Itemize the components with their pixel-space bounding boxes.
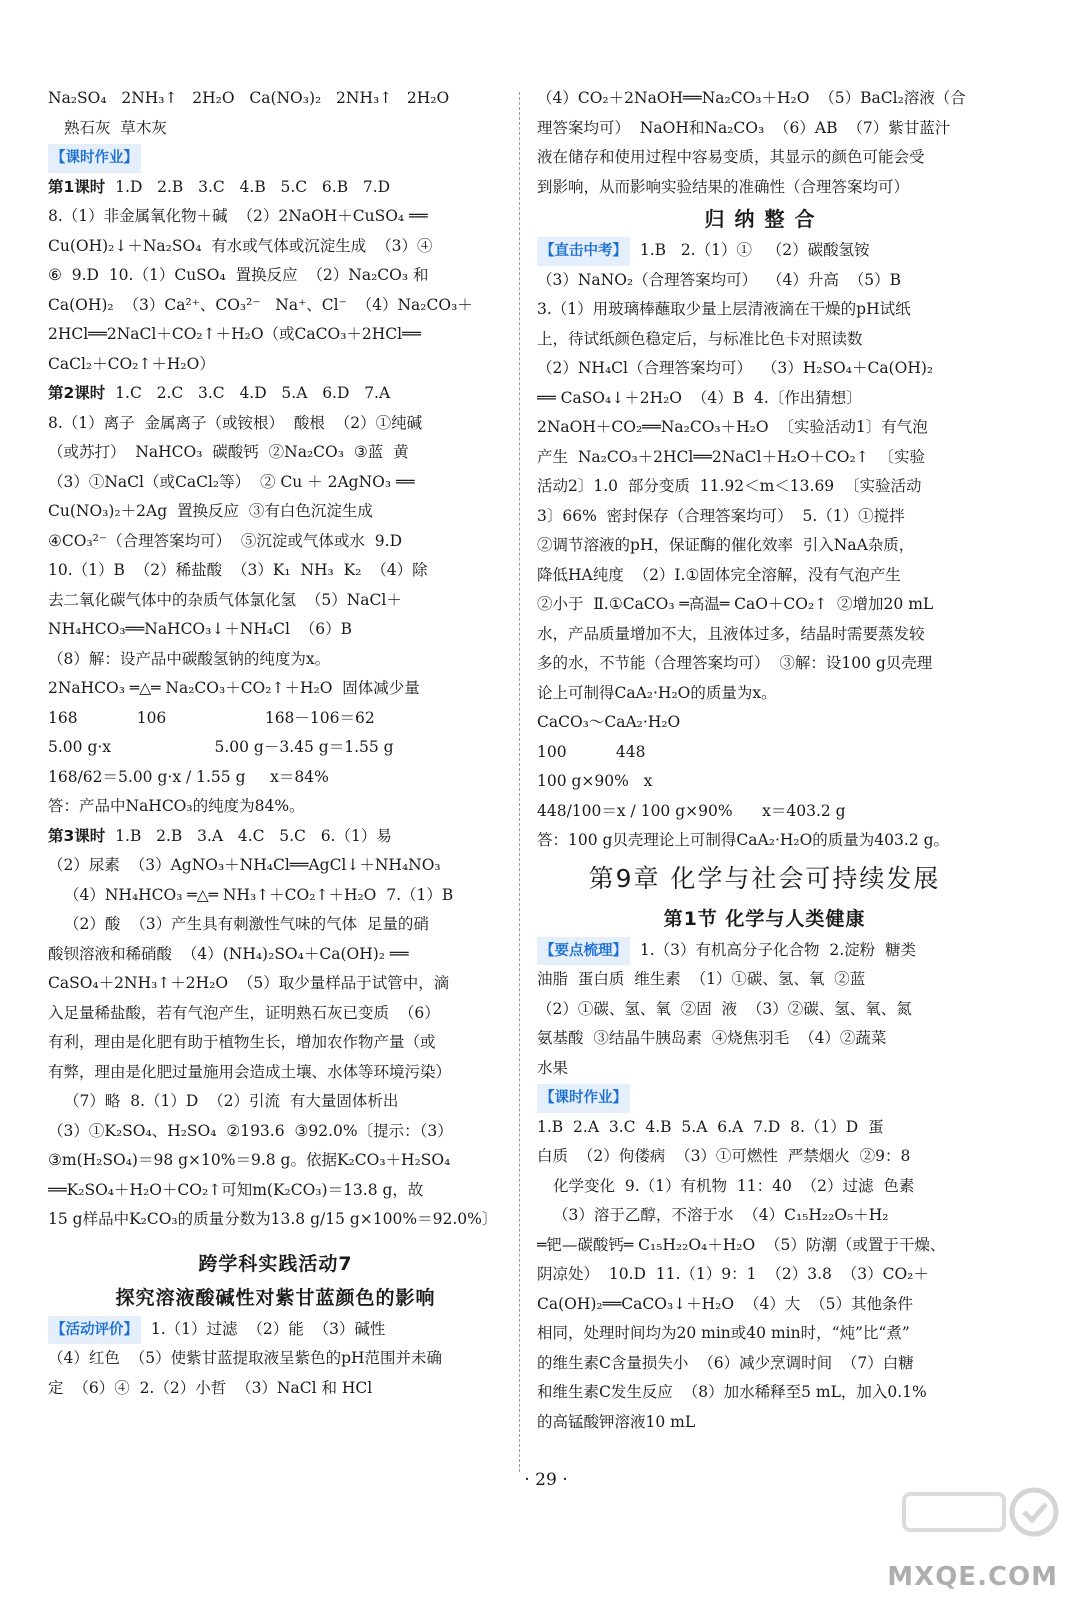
line-text: 油脂 蛋白质 维生素 （1）①碳、氢、氧 ②蓝 — [537, 970, 866, 988]
answer-line — [48, 1176, 503, 1206]
watermark-text: MXQE.COM — [887, 1562, 1058, 1592]
answer-line — [537, 531, 992, 561]
line-text: 液在储存和使用过程中容易变质，其显示的颜色可能会受 — [537, 148, 925, 166]
line-text: Ca(OH)₂ （3）Ca²⁺、CO₃²⁻ Na⁺、Cl⁻ （4）Na₂CO₃＋ — [48, 295, 473, 314]
line-text: 白质 （2）佝偻病 （3）①可燃性 严禁烟火 ②9：8 — [537, 1147, 911, 1165]
line-text: 水，产品质量增加不大，且液体过多，结晶时需要蒸发较 — [537, 624, 925, 643]
answer-line — [537, 1319, 992, 1349]
answer-line — [48, 1344, 503, 1374]
lesson-label: 第3课时 — [48, 826, 106, 845]
line-text: 10.（1）B （2）稀盐酸 （3）K₁ NH₃ K₂ （4）除 — [48, 561, 428, 579]
line-text: Cu(OH)₂↓＋Na₂SO₄ 有水或气体或沉淀生成 （3）④ — [48, 236, 433, 255]
answer-line — [48, 1087, 503, 1117]
answer-line — [537, 649, 992, 679]
line-text: 答：100 g贝壳理论上可制得CaA₂·H₂O的质量为403.2 g。 — [537, 831, 950, 849]
answer-line — [537, 1172, 992, 1202]
answer-line — [537, 1260, 992, 1290]
line-text: （3）①NaCl（或CaCl₂等） ② Cu ＋ 2AgNO₃ ══ — [48, 472, 415, 491]
line-text: 1.B 2.A 3.C 4.B 5.A 6.A 7.D 8.（1）D 蛋 — [537, 1117, 884, 1136]
answer-line — [537, 679, 992, 709]
answer-line — [48, 409, 503, 439]
answer-line — [537, 413, 992, 443]
lesson-label: 第2课时 — [48, 384, 106, 402]
answer-line — [48, 114, 503, 144]
section-title: 第1节 化学与人类健康 — [663, 907, 866, 930]
answer-line — [537, 472, 992, 502]
answer-line — [537, 708, 992, 738]
answer-line — [537, 1349, 992, 1379]
answer-line — [48, 1146, 503, 1176]
line-text: 2NaOH＋CO₂══Na₂CO₃＋H₂O 〔实验活动1〕有气泡 — [537, 418, 928, 436]
answer-line — [537, 443, 992, 473]
line-text: （3）①K₂SO₄、H₂SO₄ ②193.6 ③92.0%〔提示：（3） — [48, 1121, 453, 1140]
line-text: （2）尿素 （3）AgNO₃＋NH₄Cl══AgCl↓＋NH₄NO₃ — [48, 856, 441, 874]
answer-line — [537, 1231, 992, 1261]
answer-line — [48, 792, 503, 822]
line-text: CaSO₄＋2NH₃↑＋2H₂O （5）取少量样品于试管中，滴 — [48, 974, 450, 992]
answer-line — [48, 143, 503, 173]
line-text: 1.B 2.B 3.A 4.C 5.C 6.（1）易 — [105, 826, 392, 845]
answer-line — [537, 1024, 992, 1054]
line-text: 到影响，从而影响实验结果的准确性（合理答案均可） — [537, 177, 910, 196]
line-text: NH₄HCO₃══NaHCO₃↓＋NH₄Cl （6）B — [48, 620, 353, 638]
answer-line — [537, 1083, 992, 1113]
answer-line — [48, 822, 503, 852]
answer-line — [537, 797, 992, 827]
watermark-logo-icon — [894, 1482, 1064, 1562]
line-text: 化学变化 9.（1）有机物 11：40 （2）过滤 色素 — [553, 1176, 915, 1195]
answer-line — [48, 940, 503, 970]
line-text: 3.（1）用玻璃棒蘸取少量上层清液滴在干燥的pH试纸 — [537, 300, 911, 318]
line-text: 入足量稀盐酸，若有气泡产生，证明熟石灰已变质 （6） — [48, 1003, 440, 1022]
line-text: 论上可制得CaA₂·H₂O的质量为x。 — [537, 683, 777, 702]
answer-line — [537, 767, 992, 797]
answer-line — [537, 1378, 992, 1408]
line-text: 100 g×90% x — [537, 772, 653, 790]
chapter-title: 第9章 化学与社会可持续发展 — [588, 863, 941, 893]
line-text: 定 （6）④ 2.（2）小哲 （3）NaCl 和 HCl — [48, 1378, 373, 1397]
answer-line — [48, 84, 503, 114]
section-tag: 【课时作业】 — [48, 144, 141, 173]
line-text: ══ CaSO₄↓＋2H₂O （4）B 4.〔作出猜想〕 — [537, 388, 862, 407]
page-number: · 29 · — [524, 1470, 568, 1490]
line-text: 理答案均可） NaOH和Na₂CO₃ （6）AB （7）紫甘蓝汁 — [537, 118, 951, 137]
answer-line — [48, 173, 503, 203]
section-tag: 【直击中考】 — [537, 237, 630, 266]
answer-line — [48, 527, 503, 557]
answer-line — [537, 590, 992, 620]
line-text: （2）NH₄Cl（合理答案均可） （3）H₂SO₄＋Ca(OH)₂ — [537, 359, 934, 377]
answer-line — [48, 1058, 503, 1088]
answer-line — [537, 738, 992, 768]
line-text: 100 448 — [537, 742, 646, 761]
answer-line — [537, 354, 992, 384]
left-column — [48, 84, 503, 1403]
answer-line — [537, 384, 992, 414]
line-text: （3）溶于乙醇，不溶于水 （4）C₁₅H₂₂O₅＋H₂ — [553, 1206, 889, 1224]
line-text: ⑥ 9.D 10.（1）CuSO₄ 置换反应 （2）Na₂CO₃ 和 — [48, 266, 429, 284]
line-text: 的维生素C含量损失小 （6）减少烹调时间 （7）白糖 — [537, 1353, 914, 1372]
line-text: 有利，理由是化肥有助于植物生长，增加农作物产量（或 — [48, 1033, 436, 1051]
answer-line — [48, 438, 503, 468]
line-text: （8）解：设产品中碳酸氢钠的纯度为x。 — [48, 649, 331, 668]
line-text: ③m(H₂SO₄)＝98 g×10%＝9.8 g。依据K₂CO₃＋H₂SO₄ — [48, 1151, 451, 1169]
answer-line — [48, 645, 503, 675]
answer-line — [48, 1205, 503, 1235]
answer-line — [537, 236, 992, 266]
line-text: 答：产品中NaHCO₃的纯度为84%。 — [48, 797, 305, 815]
line-text: （2）酸 （3）产生具有刺激性气味的气体 足量的硝 — [64, 915, 429, 933]
answer-line — [537, 325, 992, 355]
section-title: 归纳整合 — [704, 207, 825, 231]
line-text: 水果 — [537, 1058, 569, 1077]
line-text: （4）NH₄HCO₃ ═△═ NH₃↑＋CO₂↑＋H₂O 7.（1）B — [64, 885, 454, 904]
answer-line — [48, 881, 503, 911]
answer-line — [537, 1054, 992, 1084]
answer-line — [48, 1315, 503, 1345]
line-text: 168 106 168－106＝62 — [48, 708, 375, 727]
answer-line — [48, 379, 503, 409]
line-text: 448/100＝x / 100 g×90% x＝403.2 g — [537, 801, 846, 820]
line-text: 3〕66% 密封保存（合理答案均可） 5.（1）①搅拌 — [537, 506, 905, 525]
line-text: 8.（1）离子 金属离子（或铵根） 酸根 （2）①纯碱 — [48, 413, 423, 432]
line-text: 去二氧化碳气体中的杂质气体氯化氢 （5）NaCl＋ — [48, 590, 402, 609]
answer-line — [537, 266, 992, 296]
line-text: 氨基酸 ③结晶牛胰岛素 ④烧焦羽毛 （4）②蔬菜 — [537, 1029, 887, 1047]
answer-line — [48, 1117, 503, 1147]
answer-line — [537, 561, 992, 591]
line-text: 活动2〕1.0 部分变质 11.92＜m＜13.69 〔实验活动 — [537, 477, 922, 495]
answer-line — [48, 1028, 503, 1058]
line-text: 上，待试纸颜色稳定后，与标准比色卡对照读数 — [537, 329, 863, 348]
answer-line — [48, 556, 503, 586]
line-text: （3）NaNO₂（合理答案均可） （4）升高 （5）B — [537, 270, 901, 289]
answer-line — [537, 173, 992, 203]
line-text: CaCO₃～CaA₂·H₂O — [537, 713, 681, 731]
line-text: ══K₂SO₄＋H₂O＋CO₂↑可知m(K₂CO₃)＝13.8 g，故 — [48, 1180, 424, 1199]
lesson-label: 第1课时 — [48, 177, 106, 196]
answer-line — [48, 320, 503, 350]
answer-line — [537, 1113, 992, 1143]
line-text: 1.C 2.C 3.C 4.D 5.A 6.D 7.A — [105, 384, 391, 402]
line-text: 1.D 2.B 3.C 4.B 5.C 6.B 7.D — [105, 177, 391, 196]
answer-line — [537, 295, 992, 325]
line-text: （7）略 8.（1）D （2）引流 有大量固体析出 — [64, 1092, 399, 1110]
line-text: 和维生素C发生反应 （8）加水稀释至5 mL，加入0.1% — [537, 1383, 927, 1401]
answer-line — [537, 936, 992, 966]
answer-line — [48, 733, 503, 763]
right-column — [537, 84, 992, 1437]
answer-line — [48, 615, 503, 645]
answer-line — [537, 143, 992, 173]
answer-line — [48, 468, 503, 498]
line-text: （2）①碳、氢、氧 ②固 液 （3）②碳、氢、氧、氮 — [537, 999, 912, 1018]
line-text: 5.00 g·x 5.00 g－3.45 g＝1.55 g — [48, 738, 394, 756]
line-text: Ca(OH)₂══CaCO₃↓＋H₂O （4）大 （5）其他条件 — [537, 1294, 914, 1313]
line-text: 1.B 2.（1）① （2）碳酸氢铵 — [630, 241, 870, 259]
line-text: 8.（1）非金属氧化物＋碱 （2）2NaOH＋CuSO₄ ══ — [48, 207, 428, 225]
line-text: 15 g样品中K₂CO₃的质量分数为13.8 g/15 g×100%＝92.0%〕 — [48, 1210, 498, 1228]
answer-line — [48, 999, 503, 1029]
line-text: 1.（1）过滤 （2）能 （3）碱性 — [141, 1319, 386, 1338]
answer-line — [48, 763, 503, 793]
line-text: ═钯—碳酸钙═ C₁₅H₂₂O₄＋H₂O （5）防潮（或置于干燥、 — [537, 1235, 946, 1254]
line-text: （4）CO₂＋2NaOH══Na₂CO₃＋H₂O （5）BaCl₂溶液（合 — [537, 89, 966, 107]
answer-line — [48, 261, 503, 291]
line-text: 1.（3）有机高分子化合物 2.淀粉 糖类 — [630, 940, 917, 959]
section-tag: 【要点梳理】 — [537, 937, 630, 966]
line-text: 168/62＝5.00 g·x / 1.55 g x＝84% — [48, 767, 329, 786]
line-text: 有弊，理由是化肥过量施用会造成土壤、水体等环境污染） — [48, 1062, 452, 1081]
answer-line — [48, 969, 503, 999]
answer-line — [48, 1374, 503, 1404]
line-text: 阴凉处） 10.D 11.（1）9：1 （2）3.8 （3）CO₂＋ — [537, 1265, 929, 1283]
answer-line — [48, 586, 503, 616]
answer-line — [48, 910, 503, 940]
answer-line — [48, 232, 503, 262]
line-text: （4）红色 （5）使紫甘蓝提取液呈紫色的pH范围并未确 — [48, 1349, 443, 1367]
line-text: ④CO₃²⁻（合理答案均可） ⑤沉淀或气体或水 9.D — [48, 531, 402, 550]
line-text: 降低HA纯度 （2）Ⅰ.①固体完全溶解，没有气泡产生 — [537, 565, 901, 584]
answer-line — [48, 291, 503, 321]
answer-line — [48, 674, 503, 704]
section-tag: 【活动评价】 — [48, 1316, 141, 1345]
line-text: 2HCl══2NaCl＋CO₂↑＋H₂O（或CaCO₃＋2HCl══ — [48, 325, 421, 343]
line-text: 相同，处理时间均为20 min或40 min时，“炖”比“煮” — [537, 1324, 910, 1342]
answer-line — [48, 497, 503, 527]
line-text: CaCl₂＋CO₂↑＋H₂O） — [48, 354, 215, 373]
answer-line — [48, 350, 503, 380]
line-text: ②小于 Ⅱ.①CaCO₃ ═高温═ CaO＋CO₂↑ ②增加20 mL — [537, 595, 934, 613]
line-text: （或苏打） NaHCO₃ 碳酸钙 ②Na₂CO₃ ③蓝 黄 — [48, 443, 409, 461]
answer-line — [537, 995, 992, 1025]
column-divider — [519, 92, 520, 1472]
section-tag: 【课时作业】 — [537, 1084, 630, 1113]
answer-line — [537, 1201, 992, 1231]
answer-line — [48, 704, 503, 734]
line-text: 2NaHCO₃ ═△═ Na₂CO₃＋CO₂↑＋H₂O 固体减少量 — [48, 679, 420, 697]
line-text: 酸钡溶液和稀硝酸 （4）(NH₄)₂SO₄＋Ca(OH)₂ ══ — [48, 944, 409, 963]
line-text: 熟石灰 草木灰 — [64, 118, 167, 137]
line-text: 的高锰酸钾溶液10 mL — [537, 1412, 696, 1431]
answer-line — [48, 202, 503, 232]
line-text: 产生 Na₂CO₃＋2HCl══2NaCl＋H₂O＋CO₂↑ 〔实验 — [537, 447, 926, 466]
answer-line — [537, 826, 992, 856]
line-text: 多的水，不节能（合理答案均可） ③解：设100 g贝壳理 — [537, 654, 933, 672]
answer-line — [537, 1142, 992, 1172]
line-text: Cu(NO₃)₂＋2Ag 置换反应 ③有白色沉淀生成 — [48, 502, 373, 520]
line-text: Na₂SO₄ 2NH₃↑ 2H₂O Ca(NO₃)₂ 2NH₃↑ 2H₂O — [48, 89, 450, 107]
section-title: 探究溶液酸碱性对紫甘蓝颜色的影响 — [115, 1286, 436, 1309]
answer-line — [537, 502, 992, 532]
section-title: 跨学科实践活动7 — [198, 1252, 353, 1275]
answer-line — [537, 84, 992, 114]
line-text: ②调节溶液的pH，保证酶的催化效率 引入NaA杂质， — [537, 536, 915, 554]
answer-line — [537, 620, 992, 650]
answer-line — [537, 965, 992, 995]
answer-line — [537, 1408, 992, 1438]
spacer — [48, 1235, 503, 1247]
answer-line — [537, 1290, 992, 1320]
answer-line — [48, 851, 503, 881]
answer-line — [537, 114, 992, 144]
